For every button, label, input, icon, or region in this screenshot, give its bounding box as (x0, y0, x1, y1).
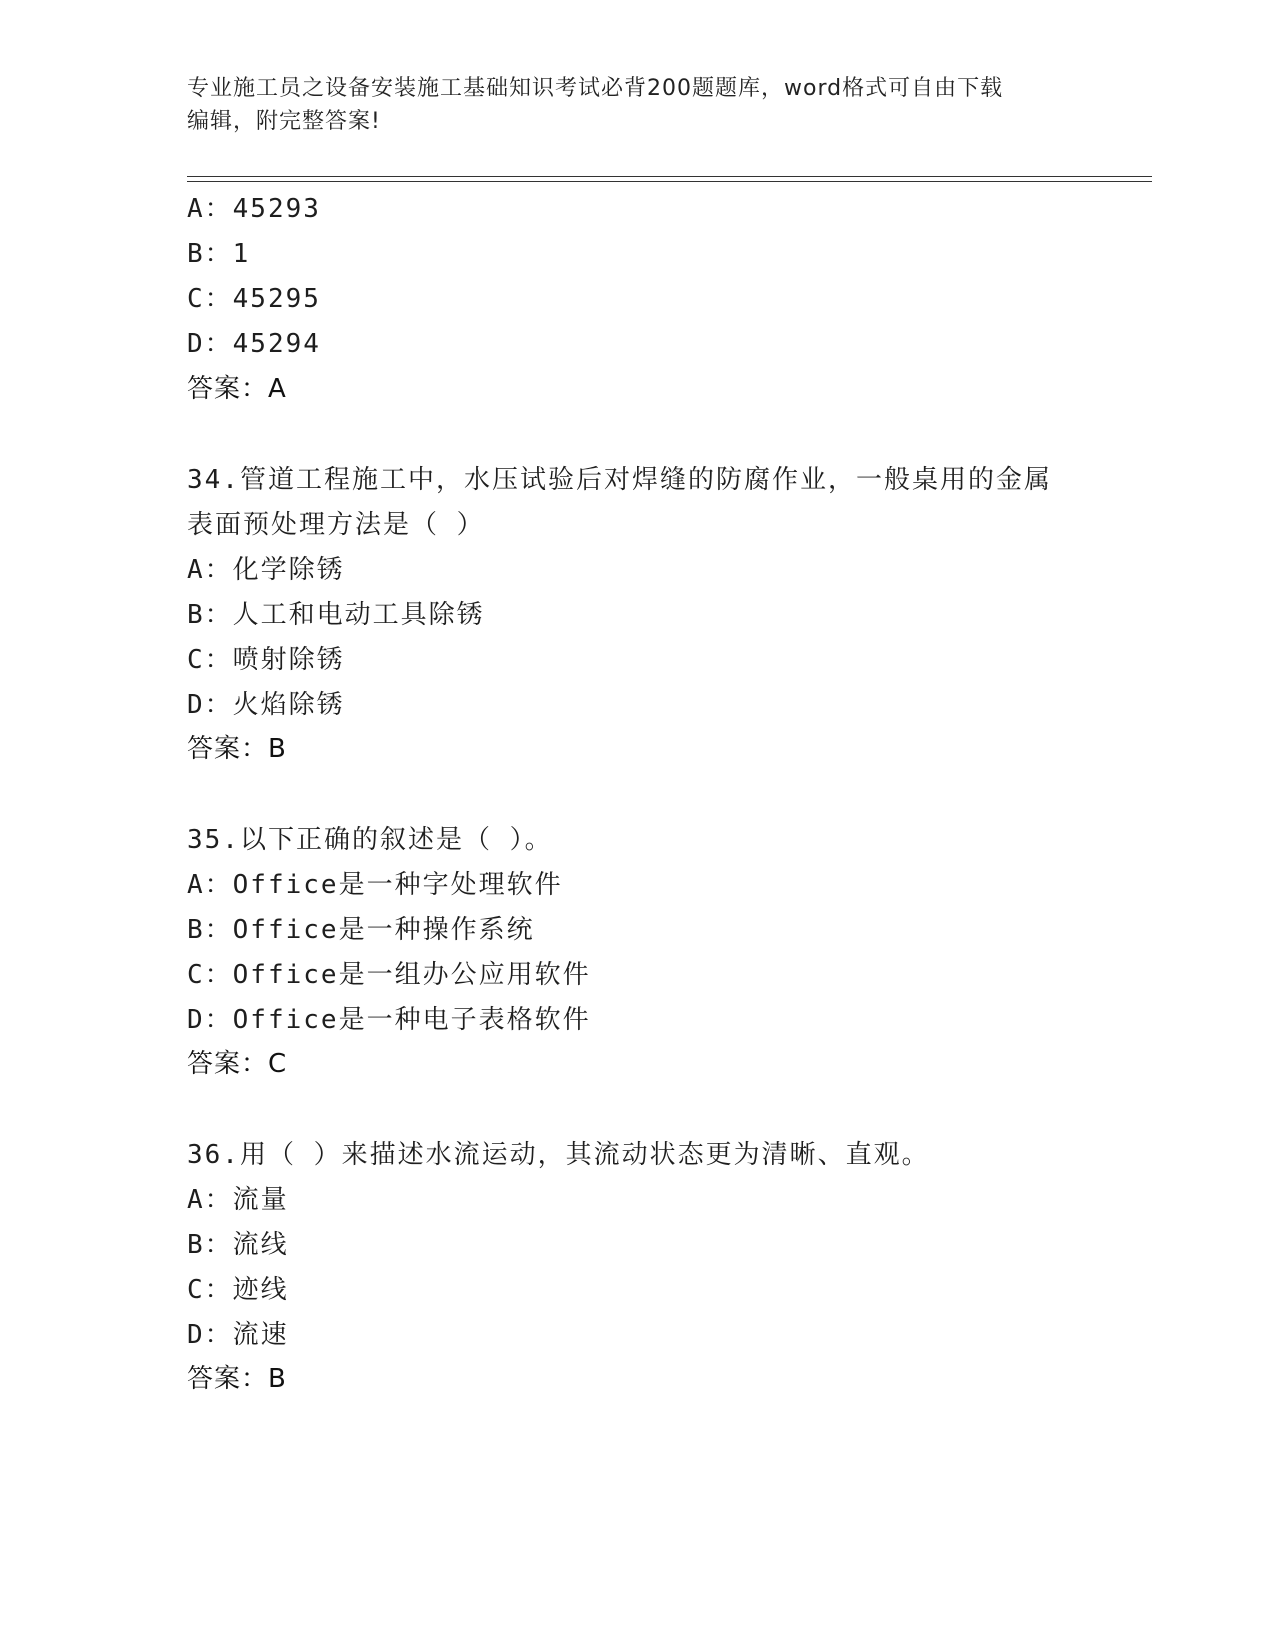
q34-stem-line-1: 34.管道工程施工中，水压试验后对焊缝的防腐作业，一般桌用的金属 (187, 465, 1052, 495)
header-line-1: 专业施工员之设备安装施工基础知识考试必背200题题库，word格式可自由下载 (187, 76, 1004, 101)
q36-stem: 36.用（ ）来描述水流运动，其流动状态更为清晰、直观。 (187, 1140, 930, 1170)
q36-answer: 答案：B (187, 1364, 287, 1394)
q34-option-b: B：人工和电动工具除锈 (187, 600, 485, 630)
q36-option-d: D：流速 (187, 1320, 289, 1350)
q33-option-d: D：45294 (187, 329, 321, 359)
q35-option-a: A：Office是一种字处理软件 (187, 870, 563, 900)
q34-answer: 答案：B (187, 734, 287, 764)
q35-answer: 答案：C (187, 1049, 288, 1079)
q34-option-d: D：火焰除锈 (187, 690, 345, 720)
header-divider-bottom (187, 181, 1152, 182)
q36-option-b: B：流线 (187, 1230, 289, 1260)
q35-stem: 35.以下正确的叙述是（ ）。 (187, 825, 553, 855)
q33-option-a: A：45293 (187, 194, 321, 224)
q34-stem-line-2: 表面预处理方法是（ ） (187, 510, 485, 540)
q36-option-a: A：流量 (187, 1185, 289, 1215)
q35-option-d: D：Office是一种电子表格软件 (187, 1005, 591, 1035)
header-divider-top (187, 176, 1152, 177)
q35-option-c: C：Office是一组办公应用软件 (187, 960, 591, 990)
q33-answer: 答案：A (187, 374, 287, 404)
q33-option-b: B：1 (187, 239, 251, 269)
header-line-2: 编辑，附完整答案! (187, 109, 381, 134)
q34-option-c: C：喷射除锈 (187, 645, 345, 675)
q34-option-a: A：化学除锈 (187, 555, 345, 585)
q33-option-c: C：45295 (187, 284, 321, 314)
q36-option-c: C：迹线 (187, 1275, 289, 1305)
q35-option-b: B：Office是一种操作系统 (187, 915, 535, 945)
document-header (187, 72, 1067, 138)
